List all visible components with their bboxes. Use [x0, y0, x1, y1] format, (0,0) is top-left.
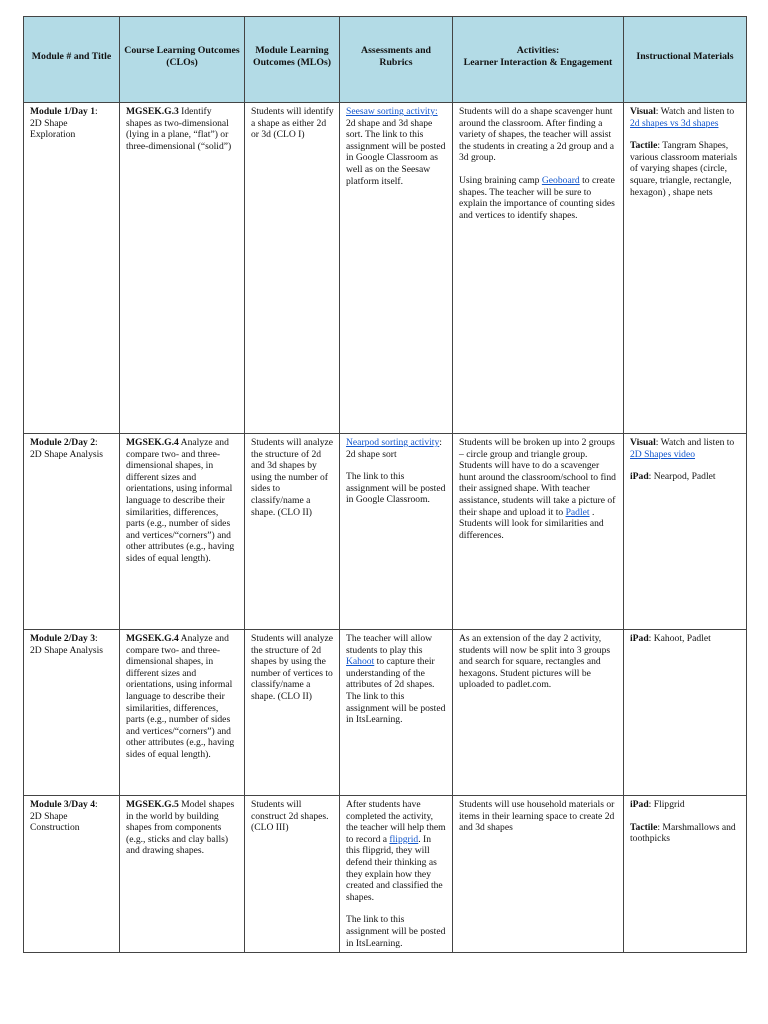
geoboard-link[interactable]: Geoboard: [541, 174, 580, 186]
module-cell: Module 2/Day 3: 2D Shape Analysis: [24, 630, 120, 796]
materials-cell: iPad: Kahoot, Padlet: [624, 630, 747, 796]
curriculum-table: [23, 16, 747, 953]
assessment-cell: After students have completed the activity, the teacher will help them to record a flipgrid. In this flipgrid, they will defend their thinking as they explain how they created and classified the shapes. The link to this assignment will be posted in ItsLearning.: [340, 796, 453, 953]
padlet-link[interactable]: Padlet: [565, 506, 590, 518]
table-row: [24, 434, 747, 630]
assessment-cell: The teacher will allow students to play this Kahoot to capture their understanding of the attributes of 2d shapes. The link to this assignment will be posted in ItsLearning.: [340, 630, 453, 796]
mlo-cell: Students will analyze the structure of 2d shapes by using the number of vertices to classify/name a shape. (CLO II): [245, 630, 340, 796]
shapes-video-link[interactable]: 2d shapes vs 3d shapes: [630, 117, 719, 129]
materials-cell: iPad: Flipgrid Tactile: Marshmallows and toothpicks: [624, 796, 747, 953]
flipgrid-link[interactable]: flipgrid: [389, 833, 419, 845]
clo-cell: MGSEK.G.5 Model shapes in the world by building shapes from components (e.g., sticks and clay balls) and drawing shapes.: [120, 796, 245, 953]
header-materials: Instructional Materials: [624, 17, 747, 103]
assessment-cell: Seesaw sorting activity: 2d shape and 3d shape sort. The link to this assignment will be posted in Google Classroom as well as on the Seesaw platform itself.: [340, 103, 453, 434]
activity-cell: Students will do a shape scavenger hunt around the classroom. After finding a variety of shapes, the teacher will assist the students in creating a 2d group and a 3d group. Using braining camp Geoboard to create shapes. The teacher will be sure to explain the importance of counting sides and vertices to identify shapes.: [453, 103, 624, 434]
table-row: [24, 630, 747, 796]
header-row: [24, 17, 747, 103]
mlo-cell: Students will analyze the structure of 2d and 3d shapes by using the number of sides to classify/name a shape. (CLO II): [245, 434, 340, 630]
assessment-cell: Nearpod sorting activity: 2d shape sort The link to this assignment will be posted in Google Classroom.: [340, 434, 453, 630]
seesaw-link[interactable]: Seesaw sorting activity:: [346, 106, 438, 117]
module-cell: Module 1/Day 1: 2D Shape Exploration: [24, 103, 120, 434]
table-row: [24, 796, 747, 953]
activity-cell: Students will use household materials or items in their learning space to create 2d and 3d shapes: [453, 796, 624, 953]
materials-cell: Visual: Watch and listen to 2d shapes vs 3d shapes Tactile: Tangram Shapes, various classroom materials of varying shapes (circle, square, triangle, rectangle, hexagon) , shape nets: [624, 103, 747, 434]
module-cell: Module 3/Day 4: 2D Shape Construction: [24, 796, 120, 953]
header-module: Module # and Title: [24, 17, 120, 103]
shapes-video-link[interactable]: 2D Shapes video: [630, 448, 696, 460]
mlo-cell: Students will identify a shape as either 2d or 3d (CLO I): [245, 103, 340, 434]
nearpod-link[interactable]: Nearpod sorting activity: [346, 437, 440, 448]
module-cell: Module 2/Day 2: 2D Shape Analysis: [24, 434, 120, 630]
clo-cell: MGSEK.G.4 Analyze and compare two- and three-dimensional shapes, in different sizes and orientations, using informal language to describe their similarities, differences, parts (e.g., number of sides and vertices/“corners”) and other attributes (e.g., having sides of equal length).: [120, 434, 245, 630]
materials-cell: Visual: Watch and listen to 2D Shapes video iPad: Nearpod, Padlet: [624, 434, 747, 630]
table-row: [24, 103, 747, 434]
header-clo: Course Learning Outcomes (CLOs): [120, 17, 245, 103]
header-assessment: Assessments and Rubrics: [340, 17, 453, 103]
clo-cell: MGSEK.G.3 Identify shapes as two-dimensional (lying in a plane, “flat”) or three-dimensional (“solid”): [120, 103, 245, 434]
header-activities: Activities: Learner Interaction & Engagement: [453, 17, 624, 103]
activity-cell: Students will be broken up into 2 groups – circle group and triangle group. Students will have to do a scavenger hunt around the classroom/school to find their assigned shape. With teacher assistance, students will take a picture of their shape and upload it to Padlet . Students will look for similarities and differences.: [453, 434, 624, 630]
kahoot-link[interactable]: Kahoot: [346, 656, 375, 668]
activity-cell: As an extension of the day 2 activity, students will now be split into 3 groups and search for square, rectangles and hexagons. Student pictures will be uploaded to padlet.com.: [453, 630, 624, 796]
header-mlo: Module Learning Outcomes (MLOs): [245, 17, 340, 103]
clo-cell: MGSEK.G.4 Analyze and compare two- and three-dimensional shapes, in different sizes and orientations, using informal language to describe their similarities, differences, parts (e.g., number of sides and vertices/“corners”) and other attributes (e.g., having sides of equal length).: [120, 630, 245, 796]
mlo-cell: Students will construct 2d shapes. (CLO III): [245, 796, 340, 953]
